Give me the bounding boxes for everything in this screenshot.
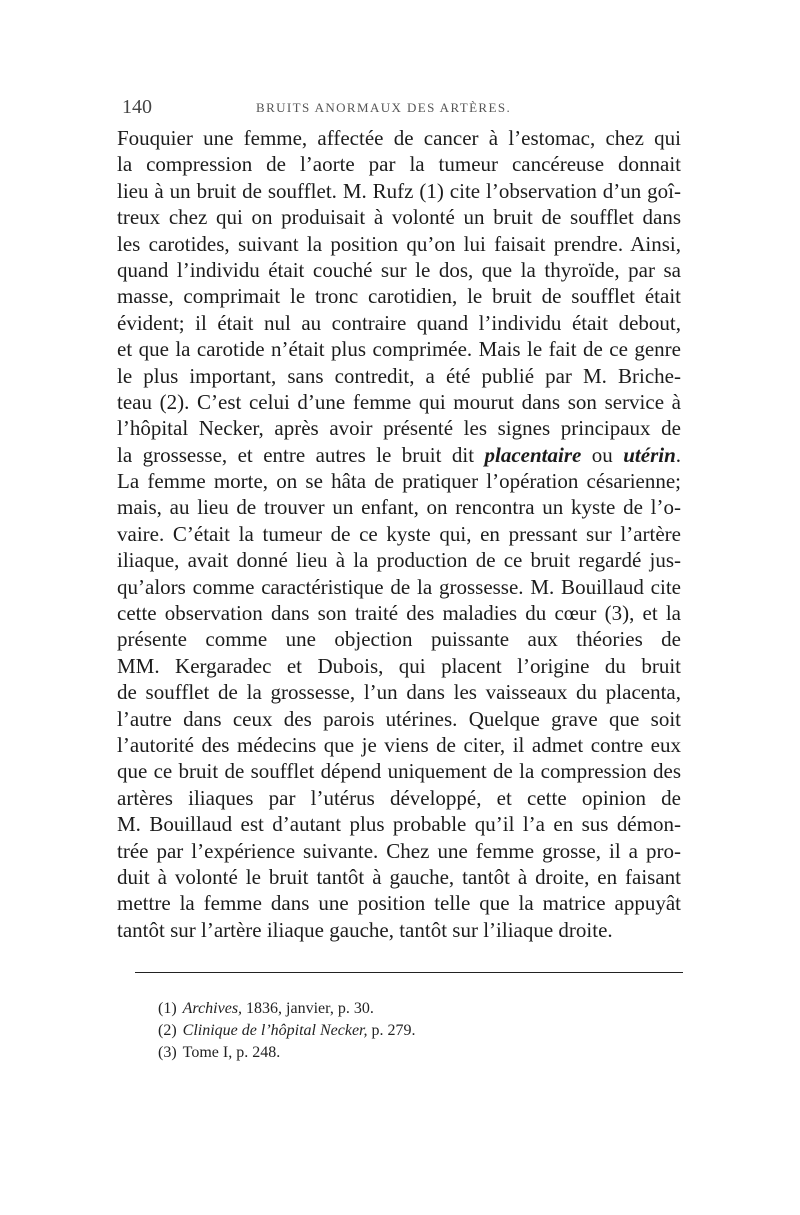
text-line: de soufflet de la grossesse, l’un dans les vaisseaux du placenta, — [117, 680, 681, 705]
footnote-mark: (1) — [158, 1000, 177, 1017]
text-line: masse, comprimait le tronc carotidien, le bruit de soufflet était — [117, 284, 681, 309]
body-text — [117, 125, 681, 943]
text-line: qu’alors comme caractéristique de la grossesse. M. Bouillaud cite — [117, 574, 681, 599]
text-line: l’hôpital Necker, après avoir présenté les signes principaux de — [117, 416, 681, 441]
footnote-reference: p. 279. — [367, 1022, 416, 1039]
italic-term-uterin: utérin — [623, 442, 676, 467]
text-line: iliaque, avait donné lieu à la production de ce bruit regardé jus- — [117, 548, 681, 573]
text-line-with-italics — [117, 442, 681, 468]
text-line: l’autre dans ceux des parois utérines. Quelque grave que soit — [117, 706, 681, 731]
text-line: la compression de l’aorte par la tumeur cancéreuse donnait — [117, 152, 681, 177]
footnote-reference: 1836, janvier, p. 30. — [242, 1000, 374, 1017]
text-line: évident; il était nul au contraire quand l’individu était debout, — [117, 310, 681, 335]
footnotes — [158, 998, 678, 1064]
text-line: La femme morte, on se hâta de pratiquer l’opération césarienne; — [117, 469, 681, 494]
footnote-reference: Tome I, p. 248. — [182, 1044, 281, 1061]
text-line: mais, au lieu de trouver un enfant, on rencontra un kyste de l’o- — [117, 495, 681, 520]
text-line: treux chez qui on produisait à volonté un bruit de soufflet dans — [117, 205, 681, 230]
footnote-1 — [158, 998, 678, 1020]
text-line: les carotides, suivant la position qu’on lui faisait prendre. Ainsi, — [117, 231, 681, 256]
text-line: lieu à un bruit de soufflet. M. Rufz (1) cite l’observation d’un goî- — [117, 178, 681, 203]
footnote-source-title: Clinique de l’hôpital Necker, — [182, 1022, 368, 1039]
running-head: BRUITS ANORMAUX DES ARTÈRES. — [256, 100, 512, 115]
footnote-mark: (3) — [158, 1044, 177, 1061]
text-line: artères iliaques par l’utérus développé, et cette opinion de — [117, 785, 681, 810]
text-line: cette observation dans son traité des maladies du cœur (3), et la — [117, 601, 681, 626]
text-line: présente comme une objection puissante aux théories de — [117, 627, 681, 652]
text-line: quand l’individu était couché sur le dos, que la thyroïde, par sa — [117, 257, 681, 282]
text-line: tantôt sur l’artère iliaque gauche, tantôt sur l’iliaque droite. — [117, 917, 613, 942]
text-line: l’autorité des médecins que je viens de citer, il admet contre eux — [117, 732, 681, 757]
text-line: trée par l’expérience suivante. Chez une femme grosse, il a pro- — [117, 838, 681, 863]
footnote-3 — [158, 1042, 678, 1064]
text-segment: la grossesse, et entre autres le bruit dit — [117, 442, 485, 467]
text-line: que ce bruit de soufflet dépend uniquement de la compression des — [117, 759, 681, 784]
page-number: 140 — [122, 96, 152, 118]
footnote-mark: (2) — [158, 1022, 177, 1039]
text-line: MM. Kergaradec et Dubois, qui placent l’origine du bruit — [117, 653, 681, 678]
text-segment: ou — [581, 442, 624, 467]
text-line: le plus important, sans contredit, a été publié par M. Briche- — [117, 363, 681, 388]
italic-term-placentaire: placentaire — [484, 442, 582, 467]
footnote-divider — [135, 972, 683, 973]
text-line: teau (2). C’est celui d’une femme qui mourut dans son service à — [117, 389, 681, 414]
footnote-2 — [158, 1020, 678, 1042]
text-line: M. Bouillaud est d’autant plus probable qu’il l’a en sus démon- — [117, 812, 681, 837]
text-line: mettre la femme dans une position telle que la matrice appuyât — [117, 891, 681, 916]
text-line: vaire. C’était la tumeur de ce kyste qui, en pressant sur l’artère — [117, 521, 681, 546]
text-line: duit à volonté le bruit tantôt à gauche, tantôt à droite, en faisant — [117, 864, 681, 889]
text-line: et que la carotide n’était plus comprimée. Mais le fait de ce genre — [117, 337, 681, 362]
footnote-source-title: Archives, — [182, 1000, 243, 1017]
page-header — [116, 96, 686, 122]
text-segment: . — [675, 442, 681, 467]
text-line: Fouquier une femme, affectée de cancer à l’estomac, chez qui — [117, 126, 681, 150]
